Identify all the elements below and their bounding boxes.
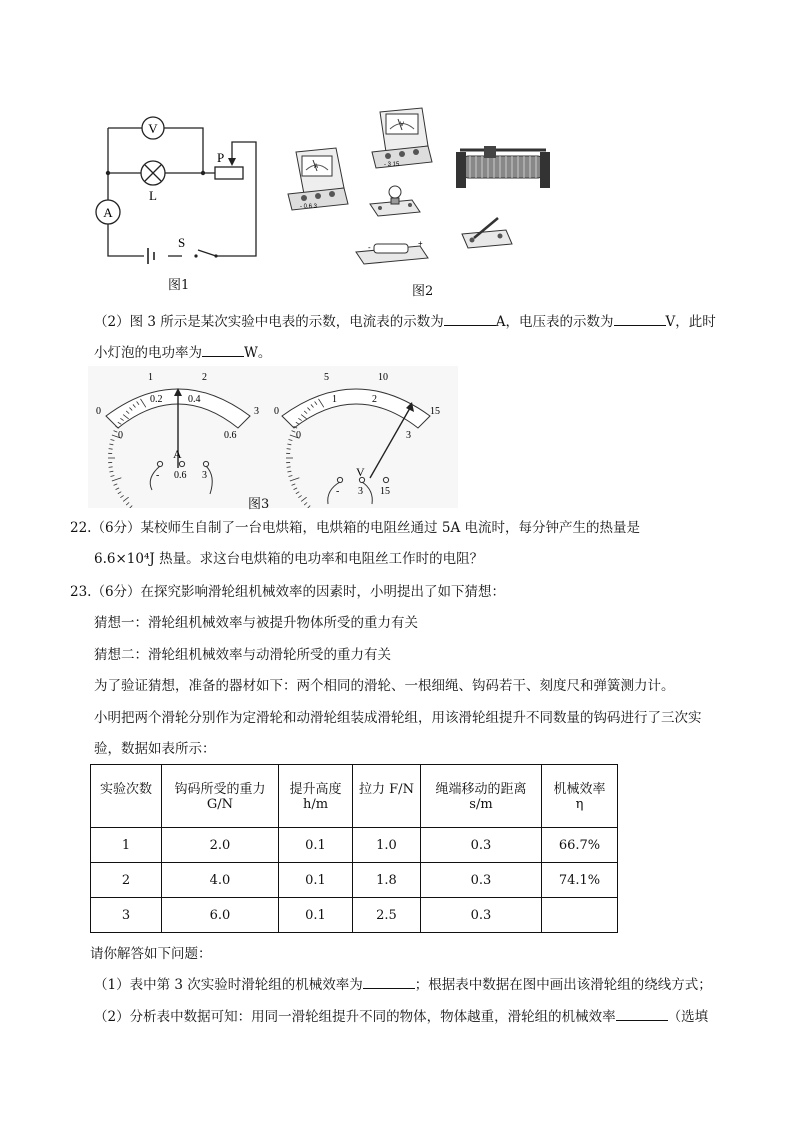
ammeter-terminal-3: 3	[202, 470, 207, 481]
voltmeter-symbol: V	[356, 465, 365, 479]
knife-switch-icon	[462, 218, 512, 248]
voltmeter-terminal-3: 3	[358, 486, 363, 497]
voltmeter-upper-15: 15	[430, 406, 440, 417]
ammeter-lower-0: 0	[118, 430, 123, 441]
current-answer-blank[interactable]	[444, 313, 496, 326]
dial-tick	[287, 449, 291, 450]
ammeter-symbol: A	[173, 447, 182, 461]
q21-part2-line1: （2）图 3 所示是某次实验中电表的示数，电流表的示数为 A，电压表的示数为 V，此时	[94, 314, 716, 330]
q23-guess1: 猜想一：滑轮组机械效率与被提升物体所受的重力有关	[94, 615, 418, 631]
voltmeter-device-terminals: - 3 15	[384, 162, 400, 168]
bulb-base-icon	[370, 186, 420, 216]
voltmeter-lower-2: 2	[372, 394, 377, 405]
th-efficiency: 机械效率	[542, 765, 618, 798]
q23-guess2: 猜想二：滑轮组机械效率与动滑轮所受的重力有关	[94, 647, 391, 663]
table-row: 2 4.0 0.1 1.8 0.3 74.1%	[91, 863, 618, 898]
pulley-data-table	[90, 764, 618, 933]
q23-intro: 23.（6分）在探究影响滑轮组机械效率的因素时，小明提出了如下猜想：	[70, 584, 506, 600]
q23-procedure2: 验，数据如表所示：	[94, 741, 216, 757]
ammeter-upper-3: 3	[254, 406, 259, 417]
voltmeter-upper-5: 5	[324, 372, 329, 383]
q22-line1: 22.（6分）某校师生自制了一台电烘箱，电烘箱的电阻丝通过 5A 电流时，每分钟产生的热量是	[70, 520, 640, 536]
svg-text:A: A	[314, 164, 319, 170]
th-force: 拉力 F/N	[353, 765, 421, 798]
q23-procedure1: 小明把两个滑轮分别作为定滑轮和动滑轮组装成滑轮组，用该滑轮组提升不同数量的钩码进行了三次实	[94, 710, 702, 726]
ammeter-terminal-06: 0.6	[174, 470, 187, 481]
dial-tick	[109, 467, 113, 468]
apparatus-fig2	[284, 104, 554, 274]
trend-answer-blank[interactable]	[616, 1008, 668, 1021]
lamp-label: L	[149, 188, 157, 203]
efficiency-answer-blank[interactable]	[363, 976, 415, 989]
meter-dials-fig3	[88, 366, 458, 508]
ammeter-upper-1: 1	[148, 372, 153, 383]
svg-text:+: +	[418, 239, 423, 248]
fig1-caption: 图1	[168, 278, 190, 293]
th-weight: 钩码所受的重力	[162, 765, 279, 798]
q23-answer-prompt: 请你解答如下问题：	[90, 946, 212, 962]
voltmeter-device-icon	[372, 108, 432, 168]
q23-part1: （1）表中第 3 次实验时滑轮组的机械效率为 ；根据表中数据在图中画出该滑轮组的绕线方式；	[94, 977, 712, 993]
table-row: 3 6.0 0.1 2.5 0.3	[91, 898, 618, 933]
fig2-caption: 图2	[412, 284, 434, 299]
ammeter-device-terminals: - 0.6 3	[300, 204, 318, 210]
slider-label: P	[217, 150, 225, 165]
ammeter-lower-1: 0.2	[150, 394, 163, 405]
power-answer-blank[interactable]	[202, 344, 244, 357]
voltmeter-terminal-15: 15	[380, 486, 390, 497]
q22-line2: 6.6×10⁴J 热量。求这台电烘箱的电功率和电阻丝工作时的电阻？	[94, 551, 484, 567]
voltmeter-terminal-neg: -	[336, 486, 340, 497]
voltmeter-upper-0: 0	[274, 406, 279, 417]
ammeter-label: A	[103, 205, 113, 220]
switch-label: S	[178, 235, 186, 250]
dial-tick	[287, 467, 291, 468]
q23-part2: （2）分析表中数据可知：用同一滑轮组提升不同的物体，物体越重，滑轮组的机械效率 （选填	[94, 1009, 709, 1025]
q21-part2-line2: 小灯泡的电功率为 W。	[94, 345, 272, 361]
voltmeter-lower-3: 3	[406, 430, 411, 441]
th-distance: 绳端移动的距离	[421, 765, 542, 798]
voltmeter-upper-10: 10	[378, 372, 388, 383]
ammeter-device-icon	[288, 148, 348, 210]
battery-holder-icon	[356, 239, 428, 264]
voltmeter-lower-1: 1	[332, 394, 337, 405]
th-height: 提升高度	[279, 765, 353, 798]
th-trial: 实验次数	[91, 765, 162, 798]
fig3-caption: 图3	[248, 497, 270, 512]
efficiency-answer-cell[interactable]	[542, 898, 618, 933]
voltmeter-lower-0: 0	[296, 430, 301, 441]
ammeter-terminal-neg: -	[156, 470, 160, 481]
table-row: 1 2.0 0.1 1.0 0.3 66.7%	[91, 828, 618, 863]
ammeter-lower-3: 0.6	[224, 430, 237, 441]
voltage-answer-blank[interactable]	[614, 313, 666, 326]
ammeter-upper-2: 2	[202, 372, 207, 383]
voltmeter-label: V	[148, 121, 158, 136]
svg-text:-: -	[368, 243, 371, 252]
ammeter-lower-2: 0.4	[188, 394, 201, 405]
table-header-row-top	[91, 765, 618, 798]
dial-tick	[109, 449, 113, 450]
rheostat-icon	[456, 146, 550, 188]
ammeter-upper-0: 0	[96, 406, 101, 417]
table-header-row-bottom: G/N h/m s/m η	[91, 797, 618, 828]
q23-equipment: 为了验证猜想，准备的器材如下：两个相同的滑轮、一根细绳、钩码若干、刻度尺和弹簧测力计。	[94, 678, 675, 694]
svg-text:V: V	[400, 122, 405, 128]
